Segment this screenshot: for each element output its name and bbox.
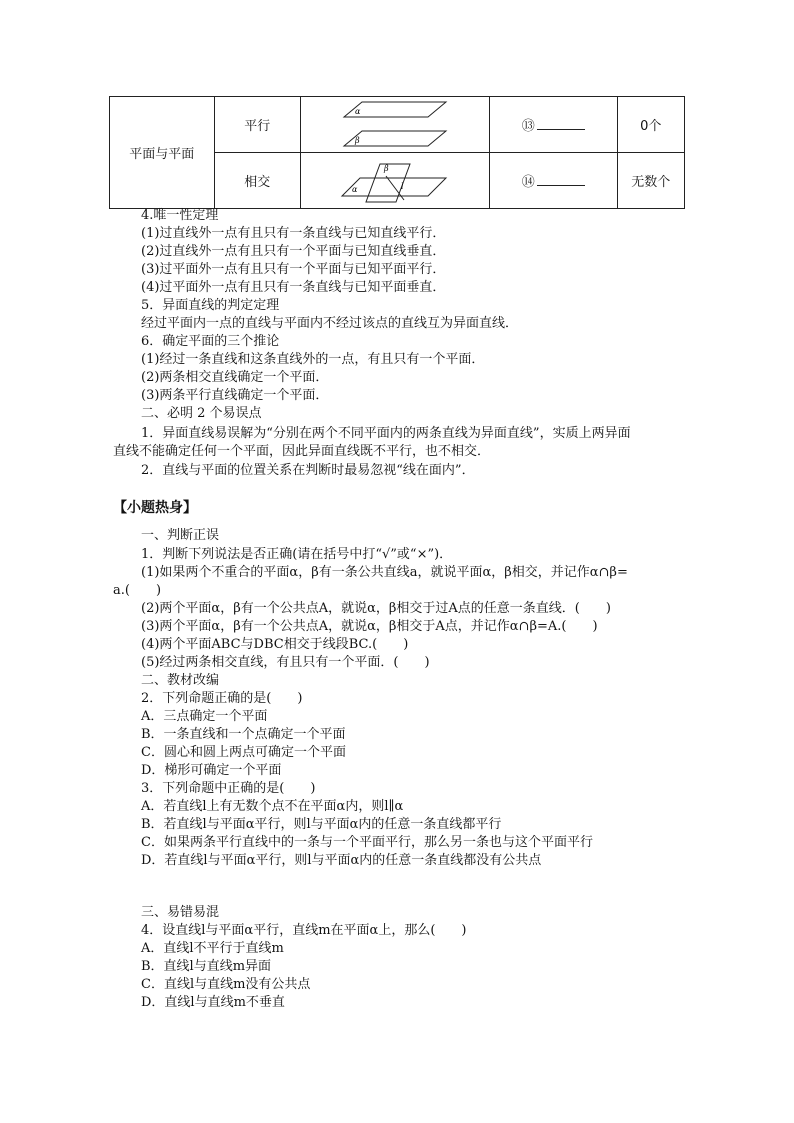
option-d: D．若直线l与平面α平行，则l与平面α内的任意一条直线都没有公共点 — [141, 853, 542, 868]
question-4: 4．设直线l与平面α平行，直线m在平面α上，那么( ) — [141, 923, 467, 938]
subheading: 三、易错易混 — [141, 905, 220, 920]
statement-1: (1)如果两个不重合的平面α，β有一条公共直线a，就说平面α，β相交，并记作α∩β= — [141, 565, 628, 580]
answer-cell-14 — [489, 153, 617, 209]
question-2: 2．下列命题正确的是( ) — [141, 691, 303, 706]
count-intersect: 无数个 — [617, 153, 684, 209]
option-a: A．直线l不平行于直线m — [141, 941, 284, 956]
option-d: D．梯形可确定一个平面 — [141, 763, 282, 778]
table-row-parallel — [110, 97, 685, 153]
relation-intersect: 相交 — [214, 153, 300, 209]
option-a: A．若直线l上有无数个点不在平面α内，则l∥α — [141, 799, 404, 814]
statement-2: (2)两个平面α，β有一个公共点A，就说α，β相交于过A点的任意一条直线．( ) — [141, 601, 611, 616]
alpha-label: α — [354, 106, 361, 116]
heading-corollary: 6．确定平面的三个推论 — [141, 334, 280, 349]
beta-label: β — [354, 135, 360, 145]
heading-uniqueness: 4.唯一性定理 — [141, 208, 219, 223]
beta-label: β — [383, 163, 389, 173]
text-line: (1)经过一条直线和这条直线外的一点，有且只有一个平面． — [141, 352, 485, 367]
l-label: l — [400, 181, 404, 191]
option-b: B．一条直线和一个点确定一个平面 — [141, 727, 346, 742]
parallel-planes-diagram — [300, 97, 489, 153]
answer-blank — [537, 117, 585, 130]
text-line: (1)过直线外一点有且只有一条直线与已知直线平行． — [141, 226, 446, 241]
subheading: 二、教材改编 — [141, 673, 220, 688]
relation-parallel: 平行 — [214, 97, 300, 153]
text-line: (3)过平面外一点有且只有一个平面与已知平面平行． — [141, 262, 446, 277]
answer-blank — [537, 173, 585, 186]
answer-cell-13 — [489, 97, 617, 153]
statement-3: (3)两个平面α，β有一个公共点A，就说α，β相交于A点，并记作α∩β=A.( ) — [141, 619, 598, 634]
row-header-cell: 平面与平面 — [110, 97, 215, 209]
option-b: B．直线l与直线m异面 — [141, 959, 272, 974]
text-line: (3)两条平行直线确定一个平面． — [141, 388, 329, 403]
statement-1-cont: a.( ) — [113, 583, 162, 598]
text-line: 1．异面直线易误解为“分别在两个不同平面内的两条直线为异面直线”，实质上两异面 — [141, 426, 631, 441]
heading-mistakes: 二、必明 2 个易误点 — [141, 406, 262, 421]
text-line: 直线不能确定任何一个平面，因此异面直线既不平行，也不相交． — [113, 444, 491, 459]
text-line: (4)过平面外一点有且只有一条直线与已知平面垂直． — [141, 280, 446, 295]
count-parallel: 0个 — [617, 97, 684, 153]
statement-5: (5)经过两条相交直线，有且只有一个平面．( ) — [141, 655, 430, 670]
option-c: C．直线l与直线m没有公共点 — [141, 977, 311, 992]
subheading: 一、判断正误 — [141, 528, 220, 543]
text-line: 经过平面内一点的直线与平面内不经过该点的直线互为异面直线． — [141, 316, 519, 331]
text-line: (2)过直线外一点有且只有一个平面与已知直线垂直． — [141, 244, 446, 259]
text-line: (2)两条相交直线确定一个平面． — [141, 370, 329, 385]
answer-number: ⑭ — [521, 175, 535, 190]
intersecting-planes-diagram — [300, 153, 489, 209]
option-c: C．如果两条平行直线中的一条与一个平面平行，那么另一条也与这个平面平行 — [141, 835, 593, 850]
option-d: D．直线l与直线m不垂直 — [141, 995, 285, 1010]
question-3: 3．下列命题中正确的是( ) — [141, 781, 316, 796]
option-a: A．三点确定一个平面 — [141, 709, 268, 724]
text-line: 2．直线与平面的位置关系在判断时最易忽视“线在面内”． — [141, 463, 475, 478]
heading-skew: 5．异面直线的判定定理 — [141, 298, 280, 313]
alpha-label: α — [351, 184, 358, 194]
question-1: 1．判断下列说法是否正确(请在括号中打“√”或“×”)． — [141, 547, 453, 562]
statement-4: (4)两个平面ABC与DBC相交于线段BC.( ) — [141, 637, 409, 652]
option-c: C．圆心和圆上两点可确定一个平面 — [141, 745, 346, 760]
option-b: B．若直线l与平面α平行，则l与平面α内的任意一条直线都平行 — [141, 817, 502, 832]
plane-relation-table — [109, 96, 685, 209]
answer-number: ⑬ — [521, 119, 535, 134]
section-title: 【小题热身】 — [113, 500, 197, 516]
